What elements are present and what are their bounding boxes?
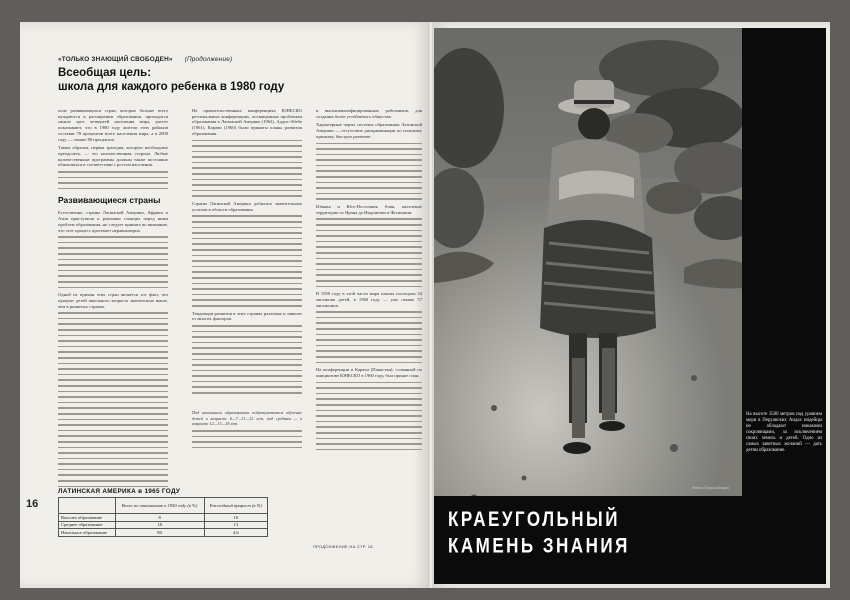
headline-line-2: школа для каждого ребенка в 1980 году [58, 81, 285, 93]
paragraph: Тенденция развития в этих странах различна и зависит от многих факторов. [192, 310, 302, 322]
paragraph: На конференции в Карачи (Пакистан), созванной по инициативе ЮНЕСКО в 1960 году, был принят план. [316, 367, 422, 378]
photo-credit: Фото Пьера Аллара [692, 486, 729, 490]
paragraph: поле развивающихся стран, которые больше всего нуждаются в расширении образования, приходится свыше трех четвертей населения мира, растет показывают, что в 1980 году жители этих районов составят 78 процентов всего населения мира, а в 2000 году — свыше 80 процентов. [58, 108, 168, 142]
body-text-lines [58, 236, 168, 288]
table-row [59, 529, 268, 536]
paragraph: На правительственных конференциях ЮНЕСКО региональных конференциях, посвященных проблемам образования в Латинской Америке (1962), Аддис-Абебе (1961), Карачи (1960) были приняты планы развития образования. [192, 108, 302, 136]
table-header-row [59, 498, 268, 514]
paragraph: В 1950 году в этой части мира школы посещали 34 миллиона детей, в 1960 году — уже свыше 57 миллионов. [316, 291, 422, 308]
body-text-lines [316, 218, 422, 287]
table-cell: 8 [115, 514, 204, 521]
body-text-lines [192, 215, 302, 306]
table-header-cell: Ежегодный прирост (в %) [204, 498, 267, 514]
paragraph: и высококвалифицированных работников, для создания более устойчивого общества. [316, 108, 422, 119]
page-number: 16 [26, 498, 39, 510]
paragraph: Характерные черты системы образования Латинской Америки — отсутствие дискриминации по половому признаку, быстрое развитие. [316, 122, 422, 139]
footnote [192, 410, 302, 452]
caption-panel [742, 28, 826, 584]
body-text-lines [192, 430, 302, 448]
table-cell: 80 [115, 529, 204, 536]
table-cell: 18 [115, 521, 204, 528]
article-headline [58, 66, 298, 94]
table-cell: Высшее образование [59, 514, 116, 521]
paragraph: Одной из причин этих стран является тот факт, что процент детей школьного возраста значительно выше, чем в развитых странах. [58, 292, 168, 309]
table-header-cell: Всего по отношению к 1950 году (в %) [115, 498, 204, 514]
table-cell: 13 [204, 521, 267, 528]
table-cell: 10 [204, 514, 267, 521]
photo [434, 28, 742, 538]
kicker-text: «ТОЛЬКО ЗНАЮЩИЙ СВОБОДЕН» [58, 56, 173, 63]
text-column-3 [316, 108, 422, 454]
feature-title [448, 506, 738, 559]
feature-title-line-2: КАМЕНЬ ЗНАНИЯ [448, 533, 630, 558]
paragraph: Южная и Юго-Восточная Азия, население территории от Ирана до Индонезии и Филиппин. [316, 204, 422, 215]
body-text-lines [58, 312, 168, 487]
stats-table [58, 488, 268, 537]
subheading: Развивающиеся страны [58, 195, 161, 206]
table-cell: 4,6 [204, 529, 267, 536]
paragraph: Таким образом, первая трагедия, которую необходимо преодолеть, — это количественная сторона. Любые количественные программы должны также постоянно обновляться в соответствии с ростом населения. [58, 145, 168, 168]
body-text-lines [192, 140, 302, 198]
continued-note: ПРОДОЛЖЕНИЕ НА СТР. 18 [313, 544, 373, 549]
paragraph: Страны Латинской Америки добились значительных успехов в области образования. [192, 201, 302, 212]
body-text-lines [58, 171, 168, 189]
photo-caption: На высоте 3500 метров над уровнем моря в Перуанских Андах индейцы не обладают никакими сокровищами, за исключением своих земель и детей. Одно из самых заветных желаний — дать детям образование. [746, 412, 822, 453]
table-cell: Начальное образование [59, 529, 116, 536]
table-row [59, 514, 268, 521]
body-text-lines [316, 143, 422, 201]
section-kicker [58, 56, 232, 63]
body-text-lines [316, 382, 422, 451]
body-text-lines [316, 311, 422, 363]
paragraph: Естественно, страны Латинской Америки, Африки и Азии приступили к решению стоящих перед ними проблем образования, но следует принять во внимание, что этот процесс протекает неравномерно. [58, 210, 168, 233]
text-column-2 [192, 108, 302, 398]
photo-illustration [434, 28, 742, 538]
kicker-note: (Продолжение) [184, 56, 233, 63]
text-column-1 [58, 108, 168, 491]
headline-line-1: Всеобщая цель: [58, 67, 152, 79]
feature-title-line-1: КРАЕУГОЛЬНЫЙ [448, 507, 620, 531]
table-title: ЛАТИНСКАЯ АМЕРИКА в 1965 ГОДУ [58, 488, 181, 495]
body-text-lines [192, 325, 302, 394]
table-header-cell [59, 498, 116, 514]
table-cell: Среднее образование [59, 521, 116, 528]
table [58, 497, 268, 537]
table-row [59, 521, 268, 528]
footnote-text: Под начальным образованием подразумевается обучение детей в возрасте 6—7—11—12 лет, под средним — в возрасте 12—13—18 лет. [192, 410, 302, 427]
